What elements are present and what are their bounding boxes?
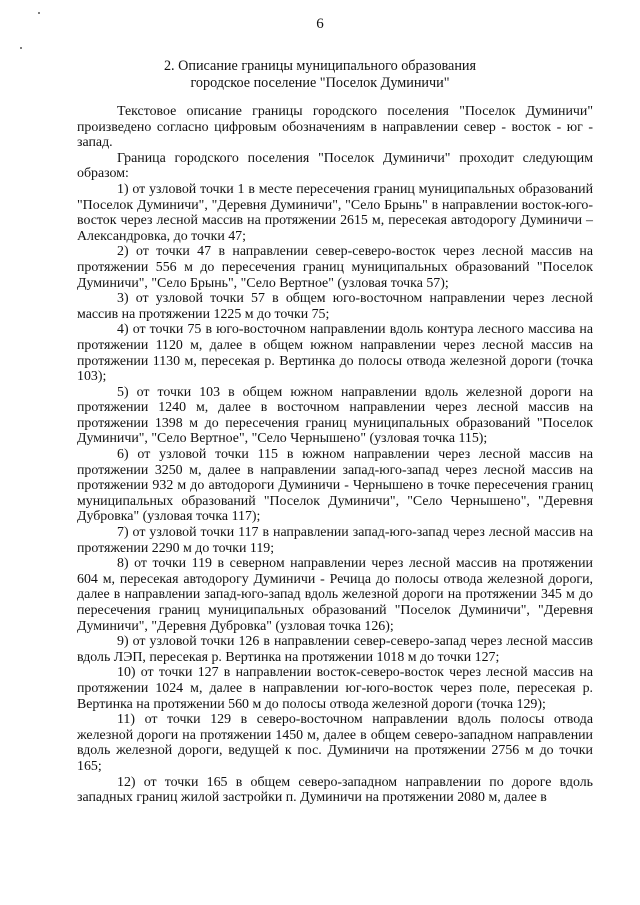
paragraph-item-10: 10) от точки 127 в направлении восток-северо-восток через лесной массив на протяжении 1024 м, далее в направлении юг-юго-восток через поле, пересекая р. Вертинка на протяжении 560 м до полосы отвода железной дороги (точка 129); [77, 665, 593, 712]
section-heading [90, 58, 550, 92]
scan-speck [20, 47, 22, 49]
heading-line-1: 2. Описание границы муниципального образования [163, 58, 477, 74]
paragraph-item-11: 11) от точки 129 в северо-восточном направлении вдоль полосы отвода железной дороги на протяжении 1450 м, далее в общем северо-западном направлении вдоль железной дороги, ведущей к пос. Думиничи на протяжении 2756 м до точки 165; [77, 712, 593, 774]
paragraph-item-9: 9) от узловой точки 126 в направлении север-северо-запад через лесной массив вдоль ЛЭП, пересекая р. Вертинка на протяжении 1018 м до точки 127; [77, 634, 593, 665]
heading-line-2: городское поселение "Поселок Думиничи" [190, 75, 450, 91]
paragraph-item-2: 2) от точки 47 в направлении север-северо-восток через лесной массив на протяжении 556 м до пересечения границ муниципальных образований "Поселок Думиничи", "Село Брынь", "Село Вертное" (узловая точка 57); [77, 244, 593, 291]
paragraph-item-1: 1) от узловой точки 1 в месте пересечения границ муниципальных образований "Поселок Думиничи", "Деревня Думиничи", "Село Брынь" в направлении восток-юго-восток через лесной массив на протяжении 2615 м, пересекая автодорогу Думиничи – Александровка, до точки 47; [77, 181, 593, 244]
scan-speck [38, 12, 40, 14]
paragraph-lead: Граница городского поселения "Поселок Думиничи" проходит следующим образом: [77, 150, 593, 182]
paragraph-item-5: 5) от точки 103 в общем южном направлении вдоль железной дороги на протяжении 1240 м, далее в восточном направлении через лесной массив на протяжении 1398 м до пересечения границ муниципальных образований "Поселок Думиничи", "Село Вертное", "Село Чернышено" (узловая точка 115); [77, 384, 593, 447]
paragraph-intro: Текстовое описание границы городского поселения "Поселок Думиничи" произведено согласно цифровым обозначениям в направлении север - восток - юг - запад. [77, 104, 593, 151]
paragraph-item-4: 4) от точки 75 в юго-восточном направлении вдоль контура лесного массива на протяжении 1120 м, далее в общем южном направлении через лесной массив на протяжении 1130 м, пересекая р. Вертинка до полосы отвода железной дороги (точка 103); [77, 322, 593, 385]
paragraph-item-8: 8) от точки 119 в северном направлении через лесной массив на протяжении 604 м, пересекая автодорогу Думиничи - Речица до полосы отвода железной дороги, далее в направлении запад-юго-запад вдоль железной дороги на протяжении 345 м до пересечения границ муниципальных образований "Поселок Думиничи", "Деревня Думиничи", "Деревня Дубровка" (узловая точка 126); [77, 556, 593, 634]
paragraph-item-6: 6) от узловой точки 115 в южном направлении через лесной массив на протяжении 3250 м, далее в направлении запад-юго-запад через лесной массив на протяжении 932 м до автодороги Думиничи - Чернышено в точке пересечения границ муниципальных образований "Поселок Думиничи", "Село Чернышено", "Деревня Дубровка" (узловая точка 117); [77, 447, 593, 525]
document-body [77, 104, 593, 806]
paragraph-item-7: 7) от узловой точки 117 в направлении запад-юго-запад через лесной массив на протяжении 2290 м до точки 119; [77, 525, 593, 556]
paragraph-item-12: 12) от точки 165 в общем северо-западном направлении по дороге вдоль западных границ жилой застройки п. Думиничи на протяжении 2080 м, далее в [77, 774, 593, 806]
page-number: 6 [316, 16, 324, 32]
paragraph-item-3: 3) от узловой точки 57 в общем юго-восточном направлении через лесной массив на протяжении 1225 м до точки 75; [77, 291, 593, 322]
